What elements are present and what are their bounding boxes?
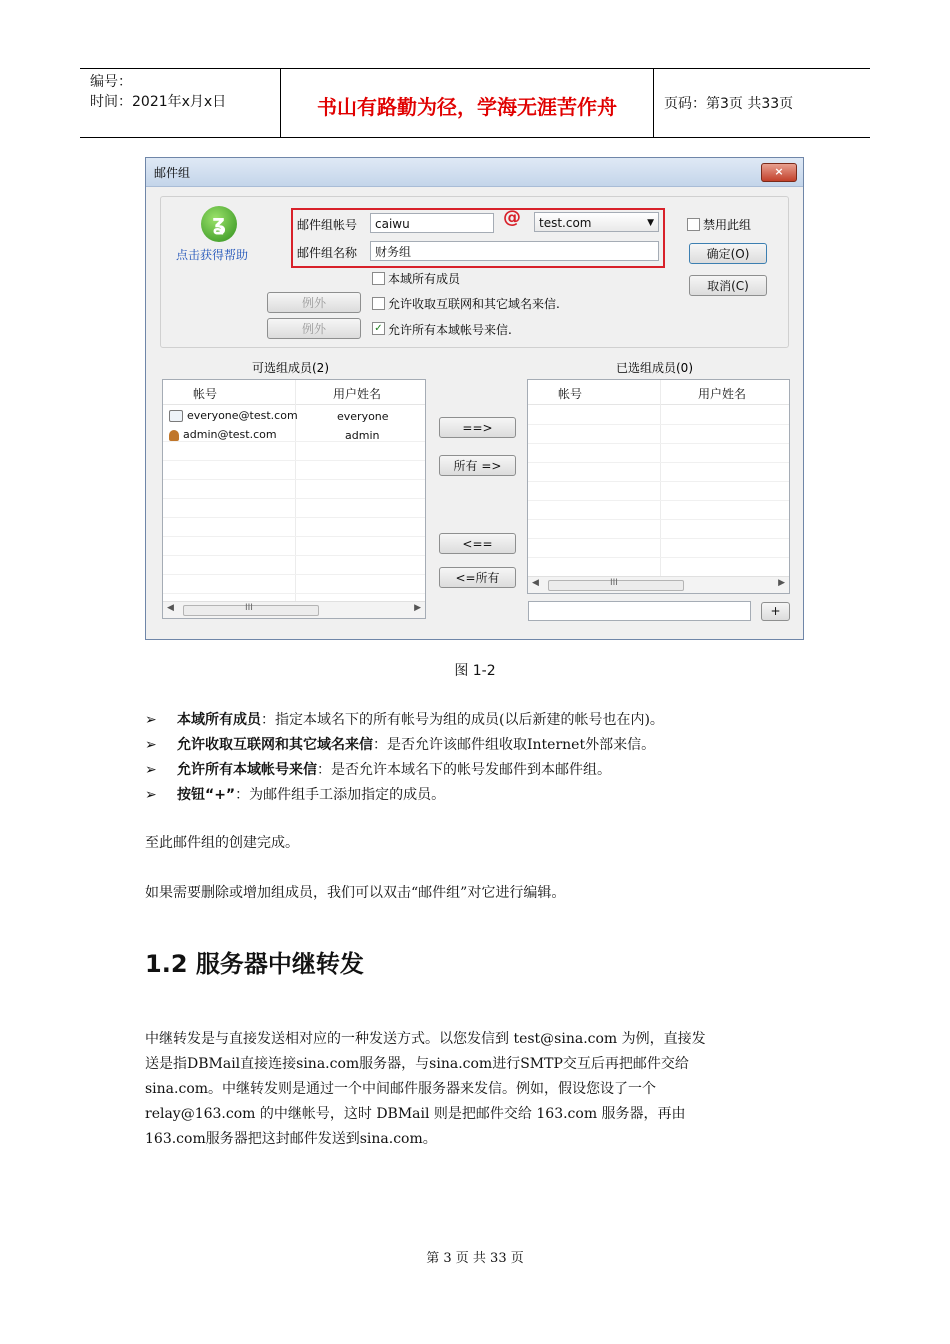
available-members-list[interactable] <box>162 379 426 619</box>
paragraph-line: 送是指DBMail直接连接sina.com服务器，与sina.com进行SMTP交互后再把邮件交给 <box>145 1056 689 1072</box>
allow-local-checkbox[interactable]: ✓ <box>372 322 385 335</box>
scroll-right-icon[interactable]: ▶ <box>414 603 421 613</box>
at-icon: @ <box>503 207 521 228</box>
grid-line <box>163 517 425 518</box>
scroll-right-icon[interactable]: ▶ <box>778 578 785 588</box>
manual-member-input[interactable] <box>528 601 751 621</box>
user-icon <box>169 430 179 441</box>
arrow-bullet-icon: ➢ <box>145 737 157 753</box>
arrow-bullet-icon: ➢ <box>145 787 157 803</box>
domain-select[interactable] <box>534 212 659 232</box>
scroll-left-icon[interactable]: ◀ <box>532 578 539 588</box>
list-header <box>528 380 789 405</box>
arrow-bullet-icon: ➢ <box>145 712 157 728</box>
bullet-text: ：是否允许该邮件组收取Internet外部来信。 <box>373 737 656 753</box>
list-item <box>145 758 810 783</box>
paragraph: 如果需要删除或增加组成员，我们可以双击“邮件组”对它进行编辑。 <box>145 885 566 901</box>
grid-line <box>163 498 425 499</box>
selected-members-title: 已选组成员(0) <box>616 361 693 375</box>
name-label: 邮件组名称 <box>297 246 358 260</box>
horizontal-scrollbar[interactable] <box>528 576 789 593</box>
remove-selected-button[interactable]: <== <box>439 533 516 554</box>
row-username: everyone <box>337 410 389 423</box>
allow-external-label: 允许收取互联网和其它域名来信. <box>388 297 560 311</box>
name-input[interactable]: 财务组 <box>370 241 659 261</box>
header-page-cell <box>654 69 870 137</box>
chevron-down-icon: ▼ <box>647 218 654 228</box>
header-info-cell <box>80 69 281 137</box>
arrow-bullet-icon: ➢ <box>145 762 157 778</box>
bullet-term: 按钮“+” <box>177 787 236 803</box>
bullet-term: 本域所有成员 <box>177 712 261 728</box>
list-item <box>145 733 810 758</box>
selected-members-list[interactable] <box>527 379 790 594</box>
except-button-external[interactable]: 例外 <box>267 292 361 313</box>
list-item <box>145 783 810 808</box>
table-row[interactable] <box>169 409 298 422</box>
header-motto-cell <box>281 69 654 137</box>
list-header <box>163 380 425 405</box>
bullet-text: ：是否允许本域名下的帐号发邮件到本邮件组。 <box>317 762 611 778</box>
scroll-grip: III <box>245 603 253 613</box>
allow-local-label: 允许所有本域帐号来信. <box>388 323 512 337</box>
grid-line <box>528 481 789 482</box>
disable-label: 禁用此组 <box>703 218 752 232</box>
page-header <box>80 68 870 138</box>
grid-line <box>528 538 789 539</box>
help-link[interactable]: 点击获得帮助 <box>176 248 249 262</box>
grid-line <box>528 519 789 520</box>
grid-line <box>163 536 425 537</box>
available-members-title: 可选组成员(2) <box>252 361 329 375</box>
bullet-text: ：为邮件组手工添加指定的成员。 <box>235 787 446 803</box>
disable-checkbox[interactable] <box>687 218 700 231</box>
bullet-list <box>145 708 810 808</box>
page-number-label: 页码：第3页 共33页 <box>664 96 794 112</box>
row-username: admin <box>345 429 380 442</box>
paragraph-line: 163.com服务器把这封邮件发送到sina.com。 <box>145 1131 437 1147</box>
table-row[interactable] <box>169 428 277 441</box>
grid-line <box>163 479 425 480</box>
add-all-button[interactable]: 所有 => <box>439 455 516 476</box>
remove-all-button[interactable]: <=所有 <box>439 567 516 588</box>
paragraph-line: relay@163.com 的中继帐号，这时 DBMail 则是把邮件交给 163.com 服务器，再由 <box>145 1106 686 1122</box>
grid-line <box>528 462 789 463</box>
column-header-username[interactable]: 用户姓名 <box>333 387 382 401</box>
grid-line <box>528 443 789 444</box>
bullet-term: 允许收取互联网和其它域名来信 <box>177 737 373 753</box>
all-members-checkbox[interactable] <box>372 272 385 285</box>
paragraph-line: 中继转发是与直接发送相对应的一种发送方式。以您发信到 test@sina.com 为例，直接发 <box>145 1031 706 1047</box>
grid-line <box>163 460 425 461</box>
allow-external-checkbox[interactable] <box>372 297 385 310</box>
except-button-local[interactable]: 例外 <box>267 318 361 339</box>
date-label: 时间：2021年x月x日 <box>90 94 227 110</box>
grid-line <box>163 555 425 556</box>
all-members-label: 本域所有成员 <box>388 272 461 286</box>
scroll-grip: III <box>610 578 618 588</box>
motto: 书山有路勤为径，学海无涯苦作舟 <box>317 95 617 119</box>
section-heading: 1.2 服务器中继转发 <box>145 950 364 978</box>
domain-value: test.com <box>539 216 592 230</box>
bullet-text: ：指定本域名下的所有帐号为组的成员(以后新建的帐号也在内)。 <box>261 712 664 728</box>
account-input[interactable]: caiwu <box>370 213 494 233</box>
column-header-account[interactable]: 帐号 <box>558 387 583 401</box>
grid-line <box>528 424 789 425</box>
mail-group-dialog <box>145 157 804 640</box>
add-selected-button[interactable]: ==> <box>439 417 516 438</box>
dialog-titlebar <box>146 158 803 187</box>
grid-line <box>528 557 789 558</box>
column-header-username[interactable]: 用户姓名 <box>698 387 747 401</box>
row-account: everyone@test.com <box>187 409 298 422</box>
page-footer: 第 3 页 共 33 页 <box>426 1251 524 1266</box>
figure-caption: 图 1-2 <box>454 663 496 679</box>
ok-button[interactable]: 确定(O) <box>689 243 767 264</box>
help-icon[interactable]: ʓ <box>201 206 237 242</box>
account-label: 邮件组帐号 <box>297 218 358 232</box>
group-icon <box>169 410 183 422</box>
bullet-term: 允许所有本域帐号来信 <box>177 762 317 778</box>
scroll-left-icon[interactable]: ◀ <box>167 603 174 613</box>
grid-line <box>163 441 425 442</box>
grid-line <box>163 593 425 594</box>
paragraph: 至此邮件组的创建完成。 <box>145 835 299 851</box>
list-item <box>145 708 810 733</box>
close-button[interactable]: × <box>761 163 797 182</box>
plus-button[interactable]: + <box>761 602 790 621</box>
cancel-button[interactable]: 取消(C) <box>689 275 767 296</box>
row-account: admin@test.com <box>183 428 277 441</box>
column-divider <box>660 380 661 577</box>
column-header-account[interactable]: 帐号 <box>193 387 218 401</box>
grid-line <box>528 500 789 501</box>
paragraph-relay <box>145 1027 807 1152</box>
grid-line <box>163 574 425 575</box>
horizontal-scrollbar[interactable] <box>163 601 425 618</box>
dialog-title: 邮件组 <box>154 166 191 180</box>
number-label: 编号： <box>90 74 132 90</box>
paragraph-line: sina.com。中继转发则是通过一个中间邮件服务器来发信。例如，假设您设了一个 <box>145 1081 657 1097</box>
